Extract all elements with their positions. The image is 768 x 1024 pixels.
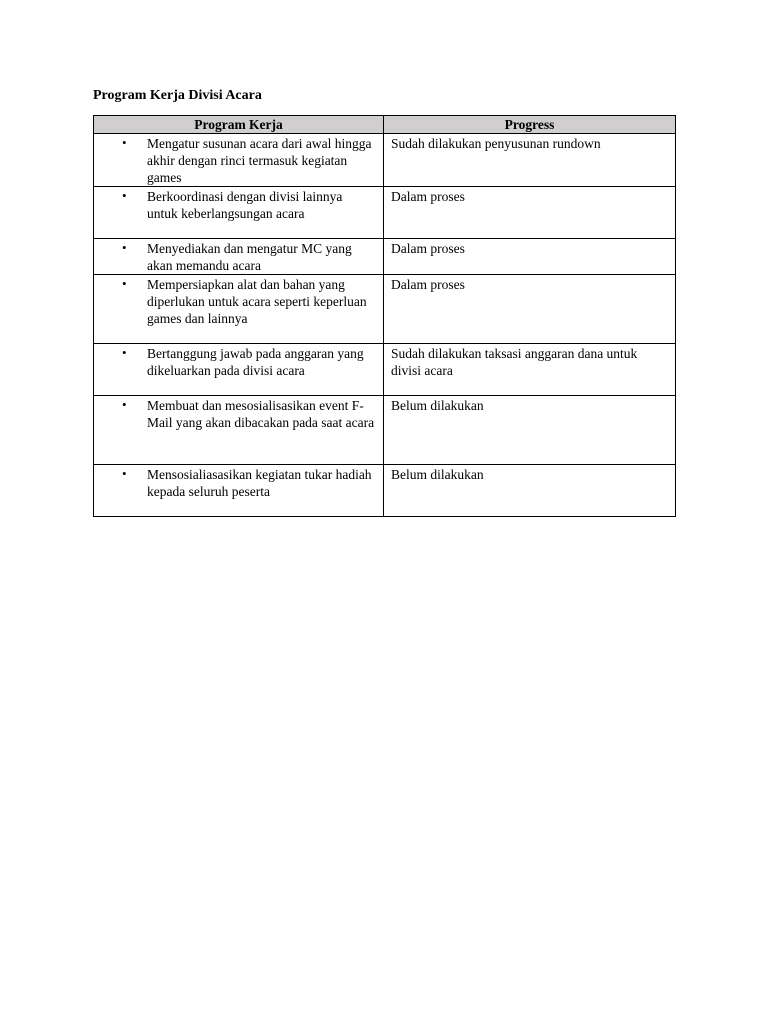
progress-text: Sudah dilakukan penyusunan rundown	[391, 136, 601, 151]
table-row	[94, 134, 676, 187]
program-cell	[94, 344, 384, 396]
table-row	[94, 396, 676, 465]
progress-text: Dalam proses	[391, 277, 465, 292]
progress-text: Belum dilakukan	[391, 467, 484, 482]
progress-text: Sudah dilakukan taksasi anggaran dana untuk divisi acara	[391, 346, 638, 378]
progress-text: Dalam proses	[391, 189, 465, 204]
program-cell	[94, 239, 384, 275]
bullet-icon: •	[122, 397, 127, 412]
bullet-icon: •	[122, 135, 127, 150]
program-text: Membuat dan mesosialisasikan event F-Mail yang akan dibacakan pada saat acara	[147, 398, 375, 430]
program-kerja-table	[93, 115, 676, 517]
table-header-row	[94, 116, 676, 134]
progress-cell	[384, 396, 676, 465]
program-text: Berkoordinasi dengan divisi lainnya untuk keberlangsungan acara	[147, 189, 343, 221]
program-cell	[94, 396, 384, 465]
program-cell	[94, 465, 384, 517]
program-text: Mengatur susunan acara dari awal hingga akhir dengan rinci termasuk kegiatan games	[147, 136, 372, 185]
table-row	[94, 275, 676, 344]
bullet-icon: •	[122, 345, 127, 360]
progress-cell	[384, 344, 676, 396]
document-title: Program Kerja Divisi Acara	[93, 88, 262, 103]
program-cell	[94, 187, 384, 239]
program-text: Mensosialiasasikan kegiatan tukar hadiah kepada seluruh peserta	[147, 467, 372, 499]
progress-cell	[384, 465, 676, 517]
progress-cell	[384, 187, 676, 239]
program-cell	[94, 275, 384, 344]
progress-cell	[384, 239, 676, 275]
table-row	[94, 187, 676, 239]
bullet-icon: •	[122, 466, 127, 481]
bullet-icon: •	[122, 240, 127, 255]
program-text: Mempersiapkan alat dan bahan yang diperlukan untuk acara seperti keperluan games dan lainnya	[147, 277, 367, 326]
program-text: Bertanggung jawab pada anggaran yang dikeluarkan pada divisi acara	[147, 346, 364, 378]
table-row	[94, 465, 676, 517]
program-cell	[94, 134, 384, 187]
bullet-icon: •	[122, 276, 127, 291]
progress-text: Belum dilakukan	[391, 398, 484, 413]
header-program-kerja: Program Kerja	[94, 116, 384, 134]
table-row	[94, 344, 676, 396]
progress-cell	[384, 275, 676, 344]
bullet-icon: •	[122, 188, 127, 203]
header-progress: Progress	[384, 116, 676, 134]
program-text: Menyediakan dan mengatur MC yang akan memandu acara	[147, 241, 352, 273]
progress-cell	[384, 134, 676, 187]
table-row	[94, 239, 676, 275]
progress-text: Dalam proses	[391, 241, 465, 256]
